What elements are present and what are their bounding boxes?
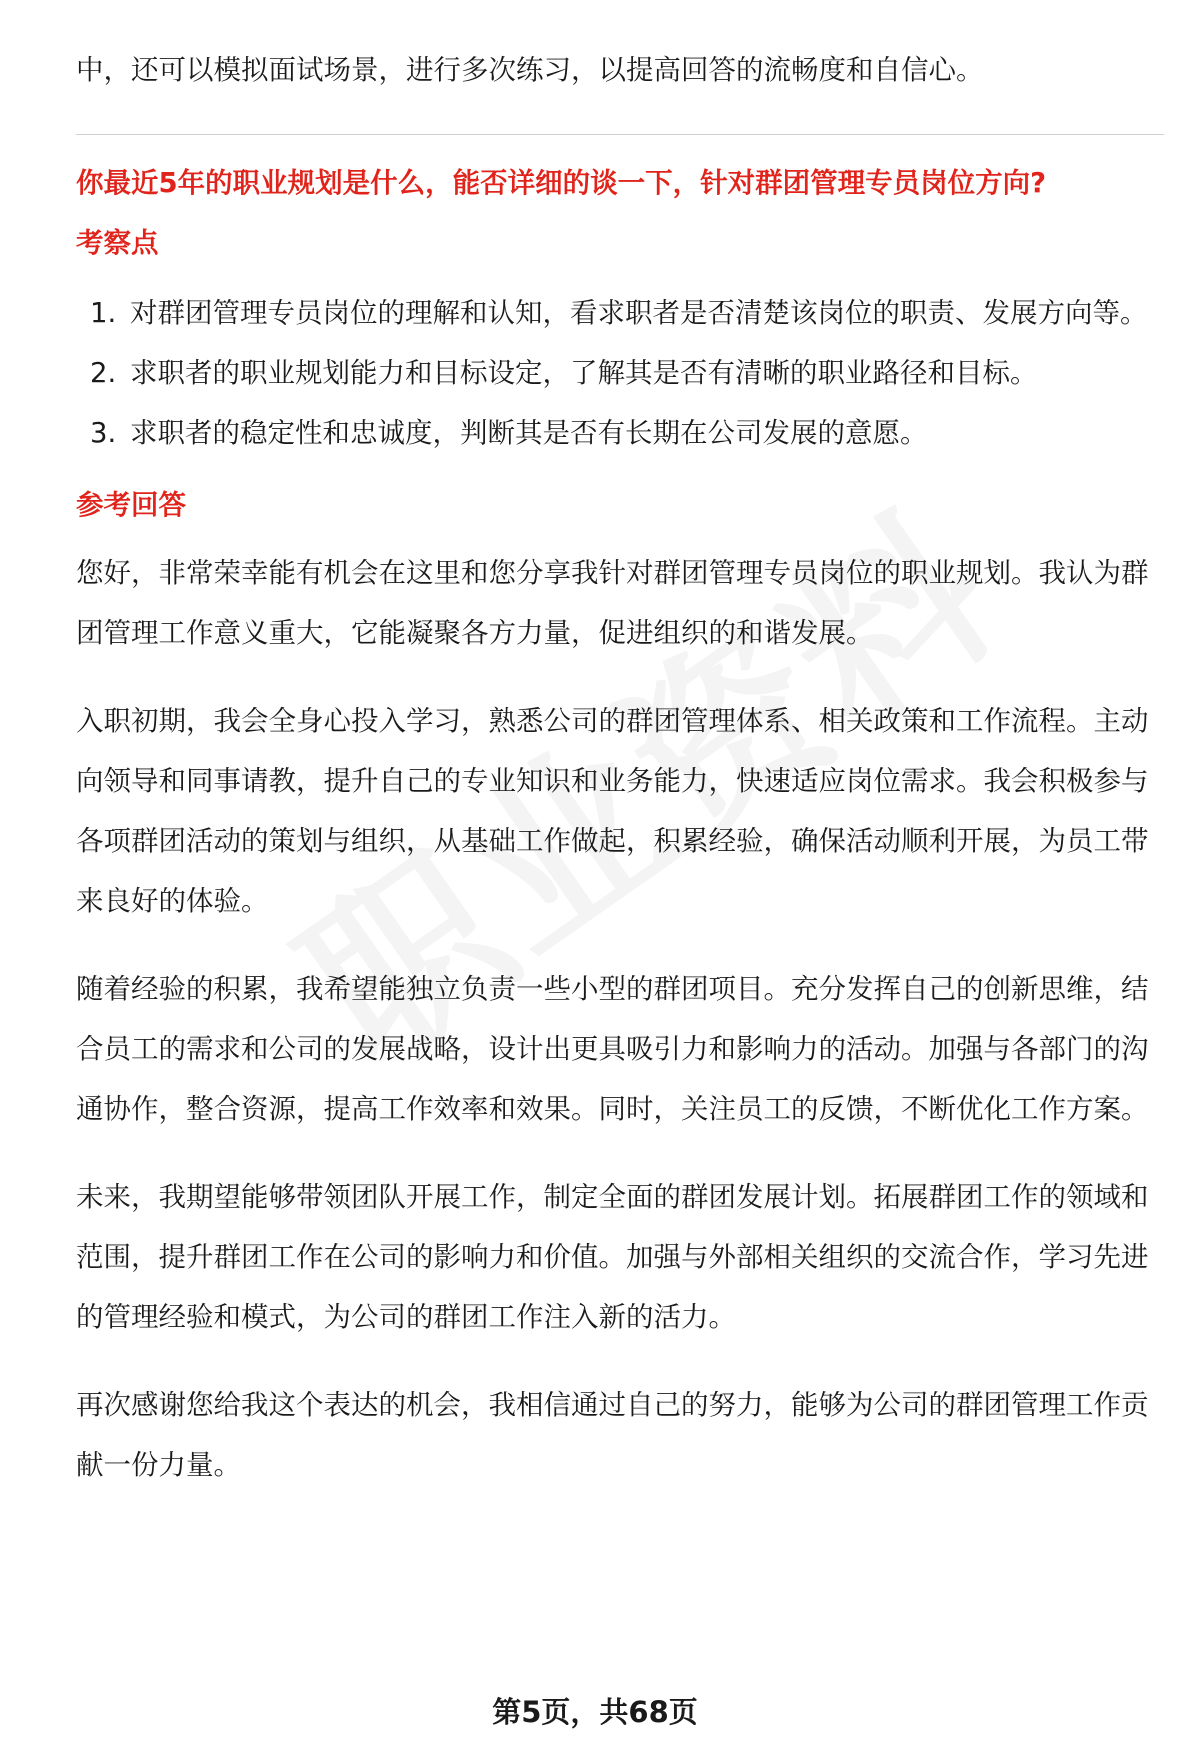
list-number: 2.	[90, 357, 117, 389]
list-text: 对群团管理专员岗位的理解和认知，看求职者是否清楚该岗位的职责、发展方向等。	[130, 297, 1148, 329]
page-content	[76, 40, 1164, 1495]
section-divider	[76, 134, 1164, 135]
answer-paragraph: 再次感谢您给我这个表达的机会，我相信通过自己的努力，能够为公司的群团管理工作贡献一份力量。	[76, 1389, 1149, 1481]
answer-heading: 参考回答	[76, 489, 186, 521]
list-number: 3.	[90, 417, 117, 449]
list-text: 求职者的职业规划能力和目标设定，了解其是否有清晰的职业路径和目标。	[130, 357, 1038, 389]
list-item	[76, 283, 1164, 343]
list-text: 求职者的稳定性和忠诚度，判断其是否有长期在公司发展的意愿。	[130, 417, 928, 449]
list-item	[76, 343, 1164, 403]
page-number: 第5页，共68页	[492, 1695, 698, 1729]
list-number: 1.	[90, 297, 117, 329]
answer-paragraph: 未来，我期望能够带领团队开展工作，制定全面的群团发展计划。拓展群团工作的领域和范围，提升群团工作在公司的影响力和价值。加强与外部相关组织的交流合作，学习先进的管理经验和模式，为公司的群团工作注入新的活力。	[76, 1181, 1149, 1333]
list-item	[76, 403, 1164, 463]
answer-paragraph: 您好，非常荣幸能有机会在这里和您分享我针对群团管理专员岗位的职业规划。我认为群团管理工作意义重大，它能凝聚各方力量，促进组织的和谐发展。	[76, 557, 1149, 649]
continuation-paragraph: 中，还可以模拟面试场景，进行多次练习，以提高回答的流畅度和自信心。	[76, 54, 984, 86]
key-points-heading: 考察点	[76, 227, 159, 259]
answer-paragraph: 随着经验的积累，我希望能独立负责一些小型的群团项目。充分发挥自己的创新思维，结合员工的需求和公司的发展战略，设计出更具吸引力和影响力的活动。加强与各部门的沟通协作，整合资源，提高工作效率和效果。同时，关注员工的反馈，不断优化工作方案。	[76, 973, 1149, 1125]
key-points-list	[76, 283, 1164, 463]
question-title: 你最近5年的职业规划是什么，能否详细的谈一下，针对群团管理专员岗位方向?	[76, 167, 1047, 199]
answer-paragraph: 入职初期，我会全身心投入学习，熟悉公司的群团管理体系、相关政策和工作流程。主动向领导和同事请教，提升自己的专业知识和业务能力，快速适应岗位需求。我会积极参与各项群团活动的策划与组织，从基础工作做起，积累经验，确保活动顺利开展，为员工带来良好的体验。	[76, 705, 1149, 917]
